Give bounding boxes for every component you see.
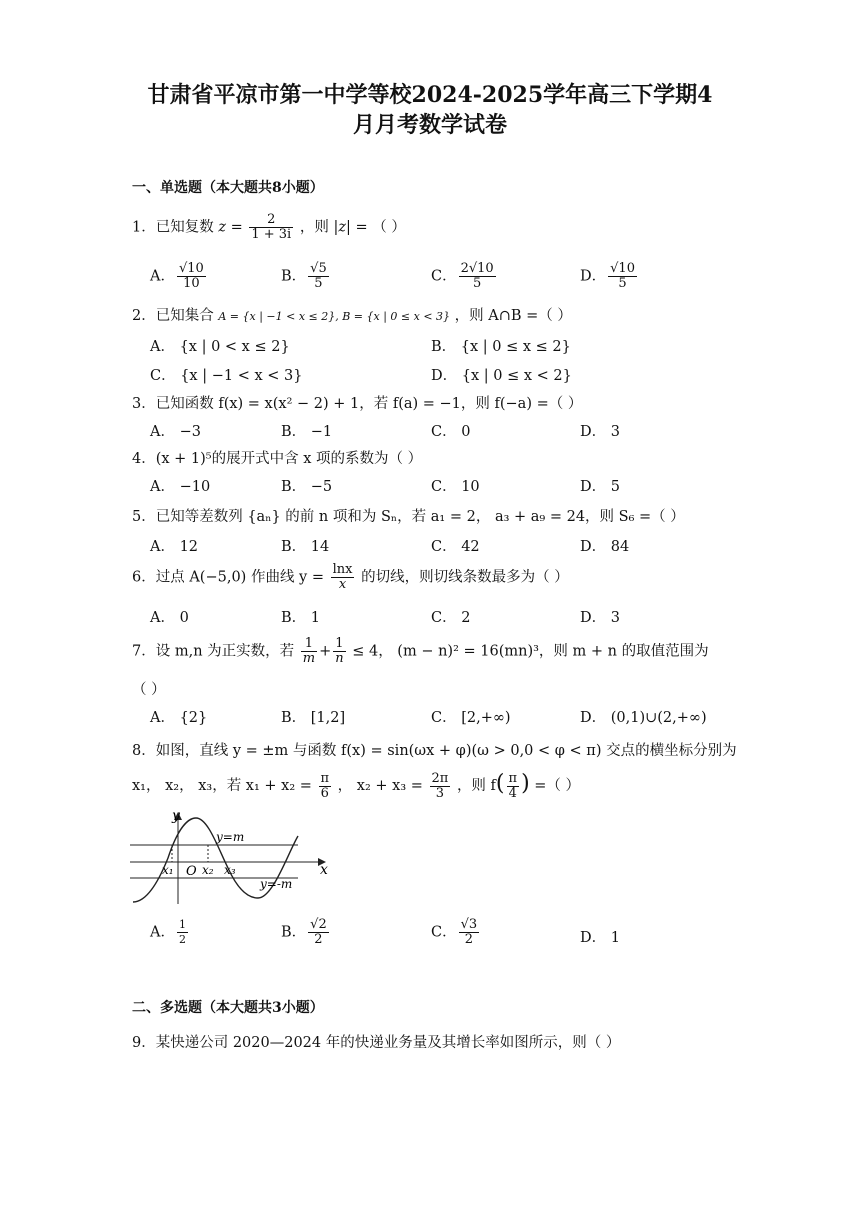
q6-option-b: B． 1 [281, 610, 320, 626]
question-7-cont: （ ） [132, 682, 166, 698]
q7-option-c: C． [2,+∞) [431, 710, 511, 726]
page-title-line1: 甘肃省平凉市第一中学等校2024-2025学年高三下学期4 [147, 82, 713, 108]
q2-option-a: A． {x | 0 < x ≤ 2} [150, 339, 290, 355]
q1-abs: |z| = [333, 219, 368, 236]
question-8-line1: 8．如图，直线 y = ±m 与函数 f(x) = sin(ωx + φ)(ω > 0,0 < φ < π) 交点的横坐标分别为 [132, 743, 737, 759]
q3-option-d: D． 3 [580, 424, 620, 440]
q1-fraction [249, 213, 293, 242]
q1-option-c: C． $\frac{2√10}{5}$ [431, 261, 494, 291]
q5-option-a: A． 12 [150, 539, 199, 555]
q1-prefix: 1．已知复数 [132, 219, 214, 236]
q6-option-d: D． 3 [580, 610, 620, 626]
question-6: 6．过点 A(−5,0) 作曲线 y = $\frac{\ln x}{x}$ 的切线，则切线条数最多为（ ） [132, 562, 569, 592]
q1-post: （ ） [372, 219, 406, 236]
x3-label: x₃ [224, 863, 236, 877]
q1-z: z = [218, 219, 243, 236]
q7-option-d: D． (0,1)∪(2,+∞) [580, 710, 707, 726]
q1-mid: ，则 [299, 219, 329, 236]
line-y-neg-m-label: y=-m [260, 877, 293, 891]
question-1 [132, 213, 406, 242]
q3-option-b: B． −1 [281, 424, 333, 440]
sine-graph-figure [128, 808, 328, 908]
q2-option-c: C． {x | −1 < x < 3} [150, 368, 303, 384]
y-axis-label: y [172, 808, 180, 824]
q3-option-a: A． −3 [150, 424, 201, 440]
section-heading-single-choice: 一、单选题（本大题共8小题） [132, 180, 324, 196]
q5-option-d: D． 84 [580, 539, 630, 555]
q6-option-a: A． 0 [150, 610, 189, 626]
line-y-m-label: y=m [216, 830, 245, 844]
x2-label: x₂ [202, 863, 214, 877]
q1-num: 2 [249, 213, 293, 228]
q7-option-a: A． {2} [150, 710, 208, 726]
question-8-line2: x₁， x₂， x₃，若 x₁ + x₂ = $\frac{\pi}{6}$ ， x₂ + x₃ = $\frac{2\pi}{3}$ ，则 f( $\frac{\pi}{4}$ ) =（ ） [132, 770, 581, 801]
q4-option-b: B． −5 [281, 479, 333, 495]
q1-option-a: A． $\frac{√10}{10}$ [150, 261, 204, 291]
question-9: 9．某快递公司 2020—2024 年的快递业务量及其增长率如图所示，则（ ） [132, 1035, 621, 1051]
q1-option-b: B． $\frac{√5}{5}$ [281, 261, 327, 291]
section-heading-multiple-choice: 二、多选题（本大题共3小题） [132, 1000, 324, 1016]
q5-option-c: C． 42 [431, 539, 480, 555]
q1-den: 1 + 3i [251, 227, 292, 242]
q4-option-d: D． 5 [580, 479, 620, 495]
question-7: 7．设 m,n 为正实数，若 $\frac{1}{m}$ + $\frac{1}{n}$ ≤ 4， (m − n)² = 16(mn)³，则 m + n 的取值范围为 [132, 636, 709, 666]
q1-option-d: D． $\frac{√10}{5}$ [580, 261, 635, 291]
q8-option-c: C． $\frac{√3}{2}$ [431, 917, 478, 947]
q2-option-b: B． {x | 0 ≤ x ≤ 2} [431, 339, 571, 355]
q4-option-c: C． 10 [431, 479, 480, 495]
origin-label: O [186, 864, 197, 879]
question-5: 5．已知等差数列 {aₙ} 的前 n 项和为 Sₙ，若 a₁ = 2， a₃ + a₉ = 24，则 S₆ =（ ） [132, 509, 685, 525]
page-title-line2: 月月考数学试卷 [352, 112, 507, 138]
q8-option-d: D． 1 [580, 930, 620, 946]
q4-option-a: A． −10 [150, 479, 211, 495]
q8-option-a: A． $\frac{1}{2}$ [150, 918, 186, 946]
q5-option-b: B． 14 [281, 539, 330, 555]
q2-sets: A = {x | −1 < x ≤ 2}, B = {x | 0 ≤ x < 3} [218, 310, 451, 323]
question-4: 4．(x + 1)⁵的展开式中含 x 项的系数为（ ） [132, 451, 423, 467]
question-3: 3．已知函数 f(x) = x(x² − 2) + 1，若 f(a) = −1，则 f(−a) =（ ） [132, 396, 583, 412]
q3-option-c: C． 0 [431, 424, 471, 440]
q7-option-b: B． [1,2] [281, 710, 346, 726]
q2-option-d: D． {x | 0 ≤ x < 2} [431, 368, 572, 384]
question-2: 2．已知集合 A = {x | −1 < x ≤ 2}, B = {x | 0 ≤ x < 3} ，则 A∩B =（ ） [132, 308, 572, 324]
x-axis-label: x [320, 862, 328, 878]
q8-option-b: B． $\frac{√2}{2}$ [281, 917, 327, 947]
q6-option-c: C． 2 [431, 610, 471, 626]
x1-label: x₁ [162, 863, 174, 877]
